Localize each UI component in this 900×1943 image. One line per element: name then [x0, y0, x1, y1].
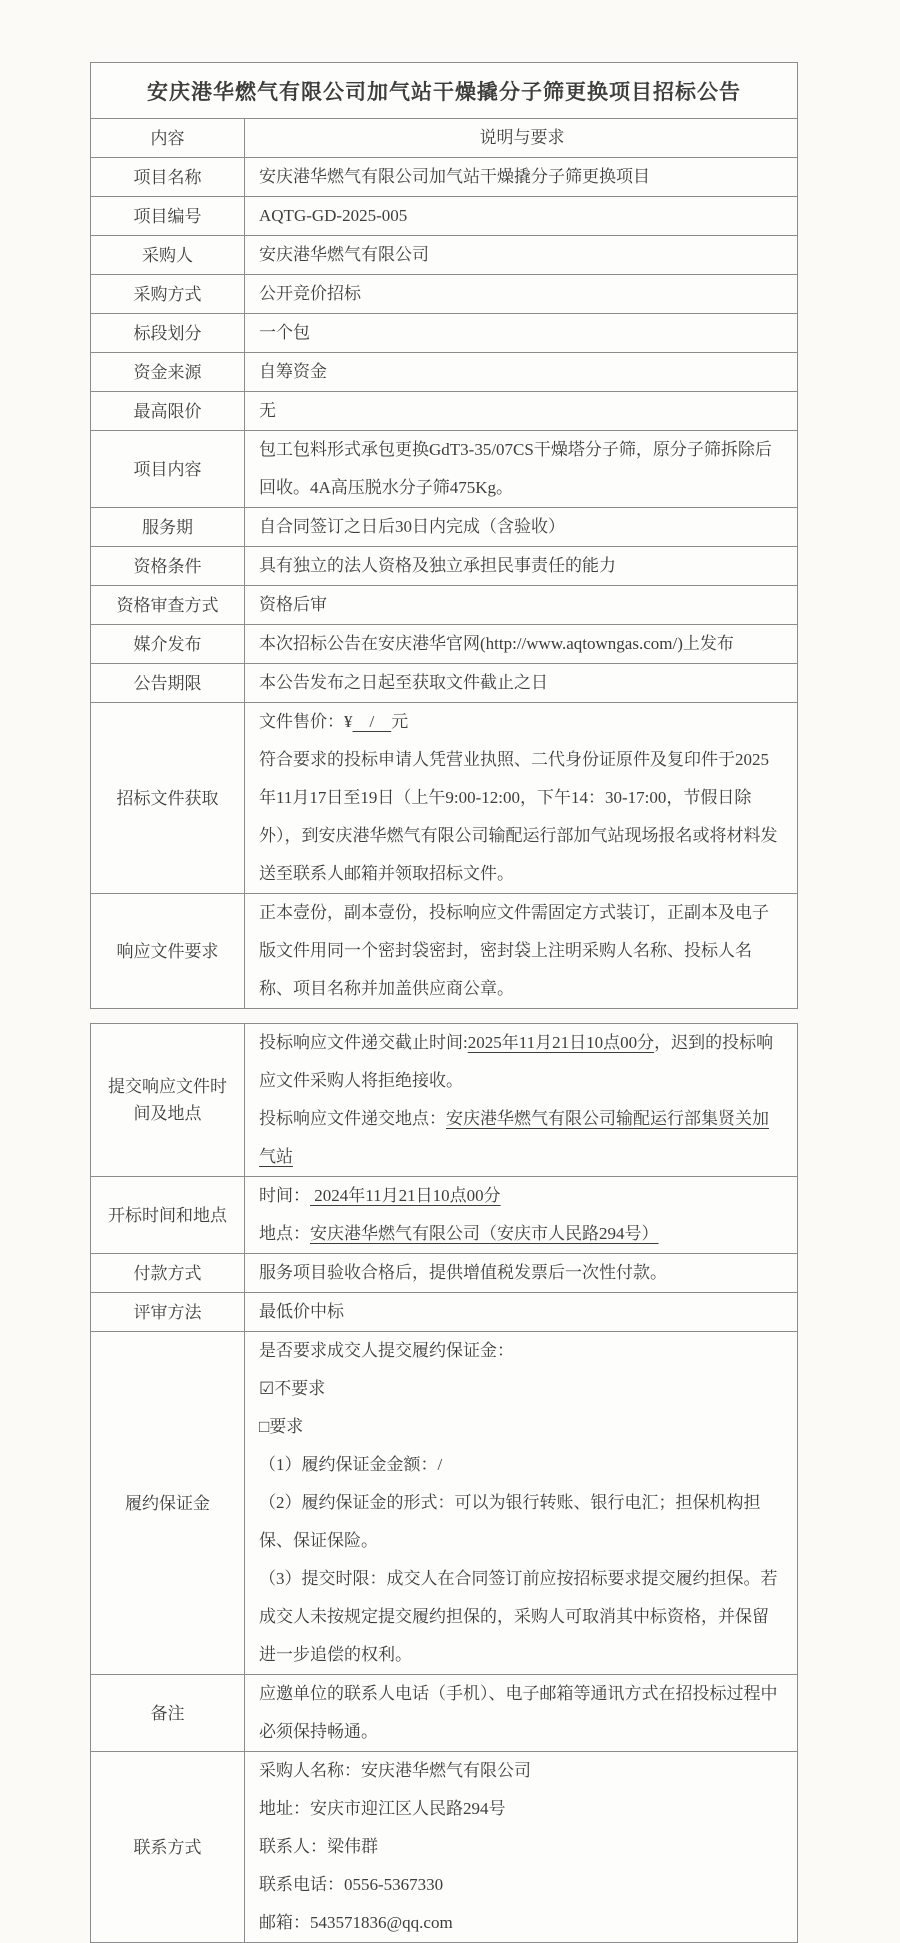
row-max-price-limit: [91, 392, 797, 431]
row-value: [245, 236, 797, 274]
row-submission-time-place: [91, 1024, 797, 1177]
text-segment: 要求: [269, 1417, 304, 1436]
row-label: 标段划分: [91, 314, 245, 352]
row-contact-info: [91, 1752, 797, 1942]
cell-line: [259, 314, 785, 352]
cell-line: [259, 1752, 785, 1790]
row-performance-bond: [91, 1332, 797, 1675]
text-segment: 投标响应文件递交截止时间:: [259, 1033, 468, 1052]
text-segment: 无: [259, 401, 276, 420]
row-qualification: [91, 547, 797, 586]
row-announcement-period: [91, 664, 797, 703]
row-response-doc-requirements: [91, 894, 797, 1008]
cell-line: [259, 1560, 785, 1674]
text-segment: 本次招标公告在安庆港华官网(http://www.aqtowngas.com/)上发布: [259, 634, 734, 653]
text-segment: 安庆港华燃气有限公司（安庆市人民路294号）: [310, 1224, 659, 1243]
cell-line: [259, 1904, 785, 1942]
text-segment: ，迟到的投标响应文件采购人将拒绝接收。: [259, 1033, 774, 1090]
text-segment: 最低价中标: [259, 1302, 344, 1321]
cell-line: [259, 547, 785, 585]
row-label: 公告期限: [91, 664, 245, 702]
cell-line: [259, 1370, 785, 1408]
row-label: 履约保证金: [91, 1332, 245, 1674]
text-segment: 投标响应文件递交地点：: [259, 1109, 446, 1128]
text-segment: 自合同签订之日后30日内完成（含验收）: [259, 517, 565, 536]
row-media-release: [91, 625, 797, 664]
cell-line: [259, 1446, 785, 1484]
text-segment: 不要求: [274, 1379, 326, 1398]
cell-line: [259, 236, 785, 274]
row-label: 服务期: [91, 508, 245, 546]
row-value: [245, 1752, 797, 1942]
text-segment: 公开竞价招标: [259, 284, 361, 303]
row-label: 项目编号: [91, 197, 245, 235]
row-value: [245, 314, 797, 352]
row-label: 备注: [91, 1675, 245, 1751]
row-value: [245, 508, 797, 546]
row-bid-opening-time-place: [91, 1177, 797, 1254]
row-value: [245, 1293, 797, 1331]
second-table: [90, 1023, 798, 1943]
cell-line: [259, 431, 785, 507]
row-qualification-review: [91, 586, 797, 625]
row-label: 项目名称: [91, 158, 245, 196]
row-label: 付款方式: [91, 1254, 245, 1292]
text-segment: （3）提交时限：成交人在合同签订前应按招标要求提交履约担保。若成交人未按规定提交履约担保的，采购人可取消其中标资格，并保留进一步追偿的权利。: [259, 1569, 778, 1664]
row-value: [245, 625, 797, 663]
cell-line: [259, 392, 785, 430]
row-label: 资格审查方式: [91, 586, 245, 624]
checkbox-checked-icon: ☑: [259, 1379, 275, 1398]
row-project-name: [91, 158, 797, 197]
cell-line: [259, 1866, 785, 1904]
document-title: 安庆港华燃气有限公司加气站干燥撬分子筛更换项目招标公告: [91, 63, 797, 119]
cell-line: [259, 625, 785, 663]
row-funding-source: [91, 353, 797, 392]
cell-line: [259, 1254, 785, 1292]
cell-line: [259, 353, 785, 391]
row-value: [245, 703, 797, 893]
row-value: [245, 1177, 797, 1253]
cell-line: [259, 1293, 785, 1331]
cell-line: [480, 119, 565, 157]
cell-line: [259, 1408, 785, 1446]
row-value: [245, 1675, 797, 1751]
cell-line: [259, 1215, 785, 1253]
row-value: [245, 392, 797, 430]
row-label: 响应文件要求: [91, 894, 245, 1008]
row-value: [245, 158, 797, 196]
text-segment: 采购人名称：安庆港华燃气有限公司: [259, 1761, 531, 1780]
header-row: [91, 119, 797, 158]
cell-line: [259, 703, 785, 741]
text-segment: 地点：: [259, 1224, 310, 1243]
row-lot-division: [91, 314, 797, 353]
cell-line: [259, 1024, 785, 1100]
row-procurement-method: [91, 275, 797, 314]
text-segment: 2024年11月21日10点00分: [310, 1186, 501, 1205]
row-value: [245, 353, 797, 391]
row-label: 评审方法: [91, 1293, 245, 1331]
cell-line: [259, 894, 785, 1008]
text-segment: 本公告发布之日起至获取文件截止之日: [259, 673, 548, 692]
text-segment: 符合要求的投标申请人凭营业执照、二代身份证原件及复印件于2025年11月17日至19日（上午9:00-12:00，下午14：30-17:00，节假日除外），到安庆港华燃气有限公司输配运行部加气站现场报名或将材料发送至联系人邮箱并领取招标文件。: [259, 750, 778, 883]
row-service-period: [91, 508, 797, 547]
row-label: 采购人: [91, 236, 245, 274]
text-segment: 是否要求成交人提交履约保证金：: [259, 1341, 514, 1360]
row-label: 内容: [91, 119, 245, 157]
checkbox-unchecked-icon: □: [259, 1417, 270, 1436]
text-segment: 文件售价：¥: [259, 712, 353, 731]
row-value: [245, 547, 797, 585]
cell-line: [259, 1790, 785, 1828]
text-segment: （2）履约保证金的形式：可以为银行转账、银行电汇；担保机构担保、保证保险。: [259, 1493, 761, 1550]
row-remarks: [91, 1675, 797, 1752]
cell-line: [259, 1100, 785, 1176]
row-value: [245, 586, 797, 624]
row-value: [245, 1254, 797, 1292]
row-purchaser: [91, 236, 797, 275]
text-segment: 自筹资金: [259, 362, 327, 381]
cell-line: [259, 197, 785, 235]
row-evaluation-method: [91, 1293, 797, 1332]
row-label: 提交响应文件时间及地点: [91, 1024, 245, 1176]
cell-line: [259, 741, 785, 893]
text-segment: 资格后审: [259, 595, 327, 614]
row-value: [245, 275, 797, 313]
cell-line: [259, 275, 785, 313]
text-segment: 服务项目验收合格后，提供增值税发票后一次性付款。: [259, 1263, 667, 1282]
text-segment: 邮箱：543571836@qq.com: [259, 1913, 453, 1932]
cell-line: [259, 586, 785, 624]
text-segment: 包工包料形式承包更换GdT3-35/07CS干燥塔分子筛，原分子筛拆除后回收。4A高压脱水分子筛475Kg。: [259, 440, 772, 497]
text-segment: 时间：: [259, 1186, 310, 1205]
cell-line: [259, 1675, 785, 1751]
row-value: [245, 197, 797, 235]
cell-line: [259, 508, 785, 546]
row-value: [245, 664, 797, 702]
text-segment: /: [352, 712, 392, 731]
row-label: 媒介发布: [91, 625, 245, 663]
row-project-content: [91, 431, 797, 508]
text-segment: 安庆港华燃气有限公司加气站干燥撬分子筛更换项目: [259, 167, 650, 186]
cell-line: [259, 1484, 785, 1560]
text-segment: 元: [391, 712, 409, 731]
row-value: [245, 1332, 797, 1674]
row-label: 资格条件: [91, 547, 245, 585]
text-segment: 2025年11月21日10点00分: [467, 1033, 655, 1052]
row-label: 开标时间和地点: [91, 1177, 245, 1253]
row-label: 联系方式: [91, 1752, 245, 1942]
row-label: 采购方式: [91, 275, 245, 313]
row-payment-method: [91, 1254, 797, 1293]
cell-line: [259, 1332, 785, 1370]
text-segment: 安庆港华燃气有限公司: [259, 245, 429, 264]
text-segment: （1）履约保证金金额：/: [259, 1455, 443, 1474]
row-label: 最高限价: [91, 392, 245, 430]
text-segment: 正本壹份，副本壹份，投标响应文件需固定方式装订，正副本及电子版文件用同一个密封袋密封，密封袋上注明采购人名称、投标人名称、项目名称并加盖供应商公章。: [259, 903, 769, 998]
text-segment: 地址：安庆市迎江区人民路294号: [259, 1799, 506, 1818]
document-page: [90, 0, 798, 1943]
row-value: [245, 1024, 797, 1176]
text-segment: 具有独立的法人资格及独立承担民事责任的能力: [259, 556, 616, 575]
row-document-acquisition: [91, 703, 797, 894]
row-label: 招标文件获取: [91, 703, 245, 893]
row-value: [245, 894, 797, 1008]
row-project-number: [91, 197, 797, 236]
row-value: [245, 431, 797, 507]
text-segment: 联系人：梁伟群: [259, 1837, 378, 1856]
text-segment: 一个包: [259, 323, 310, 342]
text-segment: 说明与要求: [479, 128, 565, 147]
cell-line: [259, 158, 785, 196]
row-label: 资金来源: [91, 353, 245, 391]
text-segment: AQTG-GD-2025-005: [259, 206, 408, 225]
text-segment: 应邀单位的联系人电话（手机）、电子邮箱等通讯方式在招投标过程中必须保持畅通。: [259, 1684, 778, 1741]
text-segment: 安庆港华燃气有限公司输配运行部集贤关加气站: [259, 1109, 769, 1166]
text-segment: 联系电话：0556-5367330: [259, 1875, 444, 1894]
row-value: [245, 119, 797, 157]
cell-line: [259, 1177, 785, 1215]
cell-line: [259, 1828, 785, 1866]
cell-line: [259, 664, 785, 702]
row-label: 项目内容: [91, 431, 245, 507]
main-table: [90, 62, 798, 1009]
